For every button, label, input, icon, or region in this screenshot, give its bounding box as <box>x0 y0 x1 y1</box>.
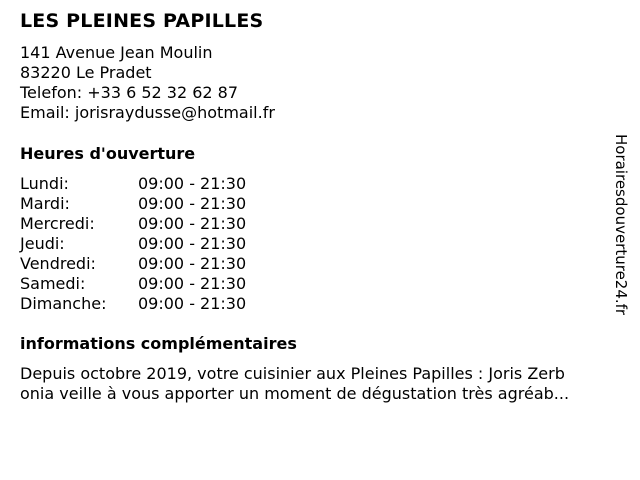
time-range: 09:00 - 21:30 <box>138 174 247 193</box>
address-city: 83220 Le Pradet <box>20 63 152 82</box>
contact-block <box>20 43 275 123</box>
day-label: Mercredi: <box>20 214 95 233</box>
additional-info-title: informations complémentaires <box>20 334 297 353</box>
time-range: 09:00 - 21:30 <box>138 274 247 293</box>
day-label: Jeudi: <box>20 234 65 253</box>
time-range: 09:00 - 21:30 <box>138 234 247 253</box>
day-label: Dimanche: <box>20 294 107 313</box>
time-range: 09:00 - 21:30 <box>138 214 247 233</box>
description-line: Depuis octobre 2019, votre cuisinier aux Pleines Papilles : Joris Zerb <box>20 364 565 383</box>
restaurant-name: LES PLEINES PAPILLES <box>20 10 264 32</box>
opening-hours-title: Heures d'ouverture <box>20 144 196 163</box>
day-label: Lundi: <box>20 174 69 193</box>
time-range: 09:00 - 21:30 <box>138 194 247 213</box>
email-address: Email: jorisraydusse@hotmail.fr <box>20 103 275 122</box>
day-label: Mardi: <box>20 194 70 213</box>
site-watermark: Horairesdouverture24.fr <box>612 134 630 316</box>
phone-number: Telefon: +33 6 52 32 62 87 <box>20 83 239 102</box>
time-range: 09:00 - 21:30 <box>138 254 247 273</box>
additional-info-text <box>20 364 595 404</box>
day-label: Vendredi: <box>20 254 96 273</box>
day-label: Samedi: <box>20 274 86 293</box>
time-range: 09:00 - 21:30 <box>138 294 247 313</box>
address-street: 141 Avenue Jean Moulin <box>20 43 213 62</box>
description-line: onia veille à vous apporter un moment de dégustation très agréab... <box>20 384 570 403</box>
